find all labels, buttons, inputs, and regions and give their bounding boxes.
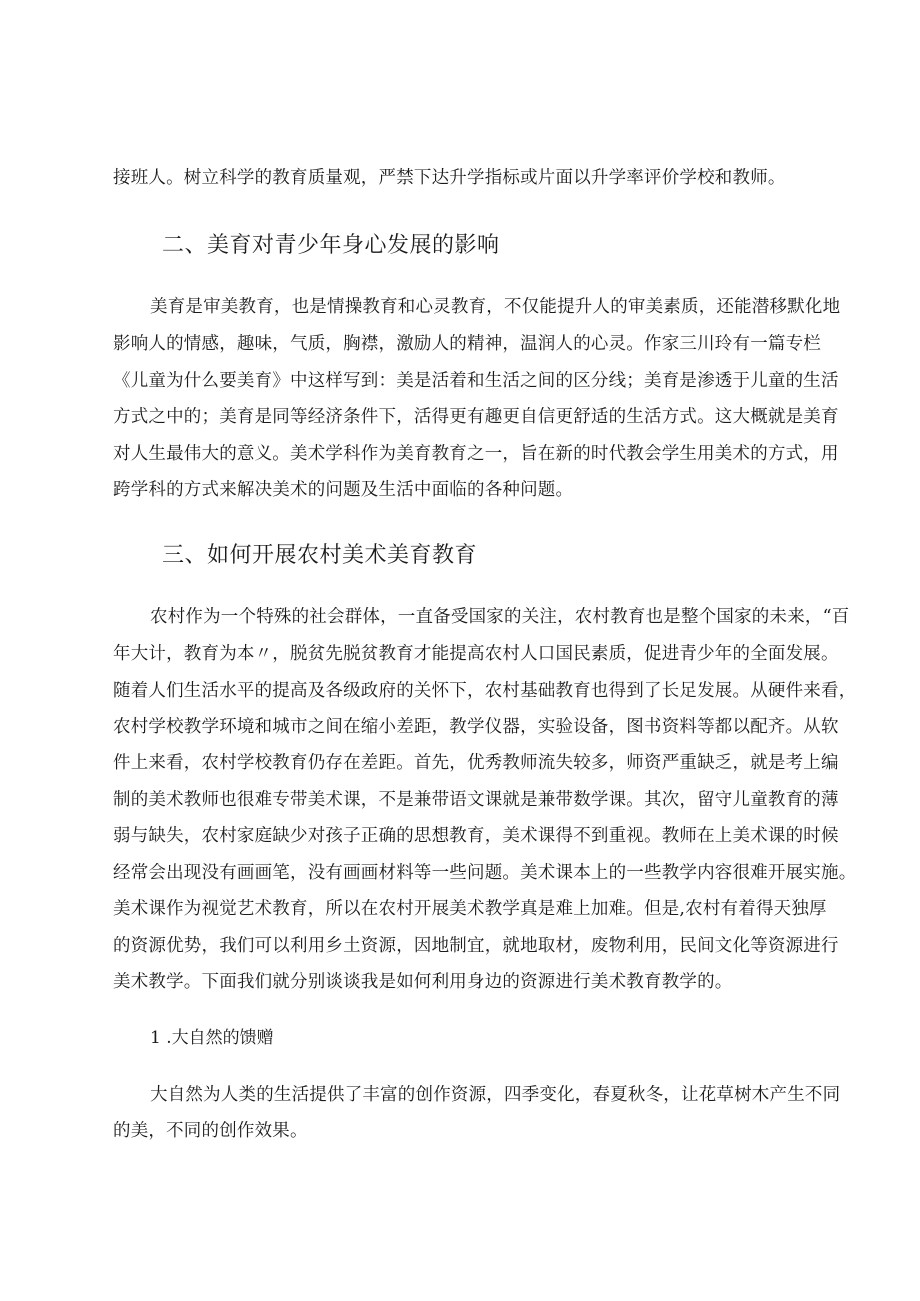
section-3-line: 制的美术教师也很难专带美术课，不是兼带语文课就是兼带数学课。其次，留守儿童教育的薄	[113, 790, 839, 810]
section-3-line: 经常会出现没有画画笔，没有画画材料等一些问题。美术课本上的一些教学内容很难开展实施。	[113, 863, 857, 883]
section-3-line: 的资源优势，我们可以利用乡土资源，因地制宜，就地取材，废物利用，民间文化等资源进行	[113, 936, 839, 956]
section-2-line: 影响人的情感，趣味，气质，胸襟，激励人的精神，温润人的心灵。作家三川玲有一篇专栏	[113, 334, 821, 354]
section-3-line: 农村学校教学环境和城市之间在缩小差距，教学仪器，实验设备，图书资料等都以配齐。从软	[113, 717, 839, 737]
subsection-1-line: 的美，不同的创作效果。	[113, 1121, 308, 1141]
section-2-line: 对人生最伟大的意义。美术学科作为美育教育之一，旨在新的时代教会学生用美术的方式，用	[113, 444, 839, 464]
section-3-line: 美术教学。下面我们就分别谈谈我是如何利用身边的资源进行美术教育教学的。	[113, 972, 733, 992]
section-3-line: 随着人们生活水平的提高及各级政府的关怀下，农村基础教育也得到了长足发展。从硬件来看，	[113, 681, 857, 701]
subsection-1-heading: 1 .大自然的馈赠	[150, 1028, 274, 1048]
section-3-line: 年大计，教育为本〃，脱贫先脱贫教育才能提高农村人口国民素质，促进青少年的全面发展。	[113, 644, 839, 664]
opening-line: 接班人。树立科学的教育质量观，严禁下达升学指标或片面以升学率评价学校和教师。	[113, 168, 786, 188]
section-3-line: 美术课作为视觉艺术教育，所以在农村开展美术教学真是难上加难。但是,农村有着得天独厚	[113, 899, 827, 919]
section-3-line: 弱与缺失，农村家庭缺少对孩子正确的思想教育，美术课得不到重视。教师在上美术课的时候	[113, 826, 839, 846]
section-3-line: 件上来看，农村学校教育仍存在差距。首先，优秀教师流失较多，师资严重缺乏，就是考上编	[113, 753, 839, 773]
section-3-line: 农村作为一个特殊的社会群体，一直备受国家的关注，农村教育也是整个国家的未来，“百	[150, 607, 850, 627]
section-3-heading: 三、如何开展农村美术美育教育	[162, 543, 478, 568]
section-2-line: 跨学科的方式来解决美术的问题及生活中面临的各种问题。	[113, 480, 574, 500]
section-2-line: 《儿童为什么要美育》中这样写到：美是活着和生活之间的区分线；美育是渗透于儿童的生活	[113, 371, 839, 391]
section-2-heading: 二、美育对青少年身心发展的影响	[162, 233, 500, 258]
section-2-line: 方式之中的；美育是同等经济条件下，活得更有趣更自信更舒适的生活方式。这大概就是美育	[113, 407, 839, 427]
section-2-line: 美育是审美教育，也是情操教育和心灵教育，不仅能提升人的审美素质，还能潜移默化地	[150, 297, 841, 317]
subsection-1-line: 大自然为人类的生活提供了丰富的创作资源，四季变化，春夏秋冬，让花草树木产生不同	[150, 1085, 841, 1105]
